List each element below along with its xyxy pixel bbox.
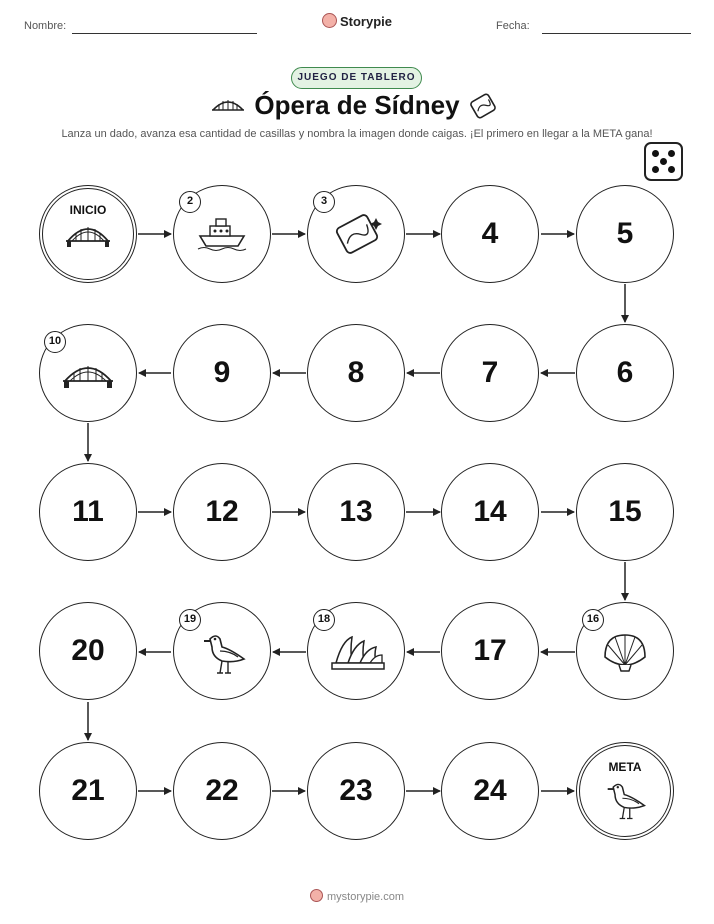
square-number-badge: 19 xyxy=(179,609,201,631)
board-game-tile-icon xyxy=(330,212,384,256)
square-number: 12 xyxy=(205,495,239,528)
square-number-badge: 3 xyxy=(313,191,335,213)
square-number: 21 xyxy=(71,774,105,807)
square-number: 20 xyxy=(71,634,105,667)
square-number: 22 xyxy=(205,774,239,807)
seashell-icon xyxy=(601,629,649,677)
square-number-badge: 18 xyxy=(313,609,335,631)
square-5[interactable] xyxy=(576,185,674,283)
footer xyxy=(0,889,714,903)
square-number: 24 xyxy=(473,774,507,807)
square-17[interactable] xyxy=(441,602,539,700)
game-type-badge: JUEGO DE TABLERO xyxy=(291,67,422,89)
square-4[interactable] xyxy=(441,185,539,283)
square-number: 11 xyxy=(72,495,104,528)
start-square[interactable] xyxy=(39,185,137,283)
finish-square[interactable] xyxy=(576,742,674,840)
square-11[interactable] xyxy=(39,463,137,561)
ferry-boat-icon xyxy=(196,216,248,252)
square-number-badge: 16 xyxy=(582,609,604,631)
start-label: INICIO xyxy=(69,203,107,217)
square-20[interactable] xyxy=(39,602,137,700)
brand-name: Storypie xyxy=(339,14,392,29)
square-number: 5 xyxy=(616,217,634,250)
date-label: Fecha: xyxy=(496,20,530,32)
page-title: Ópera de Sídney xyxy=(254,90,460,120)
finish-label: META xyxy=(608,760,642,774)
square-22[interactable] xyxy=(173,742,271,840)
square-15[interactable] xyxy=(576,463,674,561)
square-number-badge: 2 xyxy=(179,191,201,213)
name-label: Nombre: xyxy=(24,20,67,32)
square-number: 14 xyxy=(473,495,507,528)
footer-url[interactable]: mystorypie.com xyxy=(326,891,405,903)
square-number-badge: 10 xyxy=(44,331,66,353)
square-number: 23 xyxy=(339,774,373,807)
square-7[interactable] xyxy=(441,324,539,422)
square-24[interactable] xyxy=(441,742,539,840)
harbour-bridge-icon xyxy=(62,357,114,391)
square-number: 13 xyxy=(339,495,373,528)
opera-house-icon xyxy=(330,633,386,673)
instructions: Lanza un dado, avanza esa cantidad de casillas y nombra la imagen donde caigas. ¡El primero en llegar a la META gana! xyxy=(61,128,653,140)
square-9[interactable] xyxy=(173,324,271,422)
square-13[interactable] xyxy=(307,463,405,561)
square-number: 7 xyxy=(481,356,499,389)
square-23[interactable] xyxy=(307,742,405,840)
square-12[interactable] xyxy=(173,463,271,561)
storypie-logo-icon xyxy=(310,889,323,902)
square-14[interactable] xyxy=(441,463,539,561)
square-number: 15 xyxy=(608,495,642,528)
square-number: 8 xyxy=(347,356,365,389)
square-number: 6 xyxy=(616,356,634,389)
square-21[interactable] xyxy=(39,742,137,840)
square-number: 17 xyxy=(473,634,507,667)
square-number: 9 xyxy=(213,356,231,389)
seagull-icon xyxy=(200,629,250,679)
square-8[interactable] xyxy=(307,324,405,422)
seagull-icon xyxy=(604,778,650,824)
harbour-bridge-icon xyxy=(65,219,111,249)
square-number: 4 xyxy=(481,217,499,250)
square-6[interactable] xyxy=(576,324,674,422)
